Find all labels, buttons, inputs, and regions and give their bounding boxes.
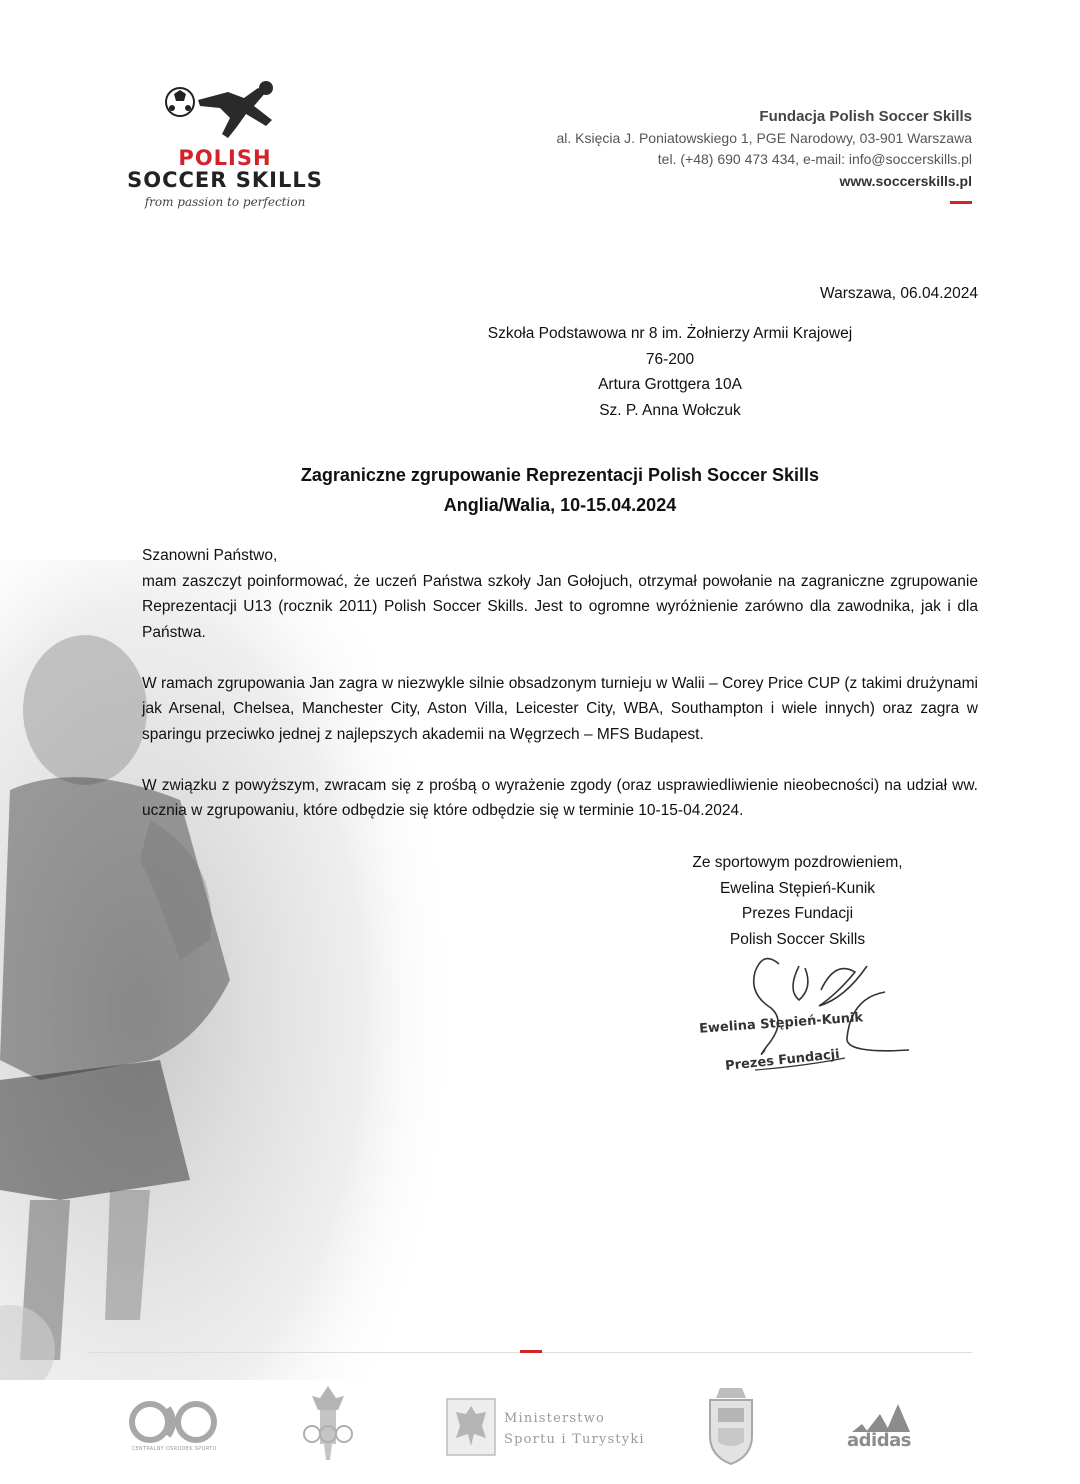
ministry-name-line-1: Ministerstwo [504, 1411, 606, 1426]
signoff-role: Prezes Fundacji [741, 905, 854, 922]
pzpn-crest-icon [706, 1384, 756, 1466]
logo-wordmark-soccer-skills: SOCCER SKILLS [127, 168, 323, 192]
recipient-street: Artura Grottgera 10A [598, 376, 742, 393]
letter-body [142, 543, 978, 824]
ministry-of-sport-logo [446, 1398, 646, 1456]
footer-accent-bar [520, 1350, 542, 1353]
header-accent-bar [950, 201, 972, 204]
recipient-postal-code: 76-200 [645, 350, 695, 368]
adidas-logo [838, 1400, 920, 1452]
ministry-name-line-2: Sportu i Turystyki [504, 1432, 645, 1447]
organization-name: Fundacja Polish Soccer Skills [759, 108, 972, 125]
adidas-wordmark: adidas [847, 1430, 911, 1451]
organization-website: www.soccerskills.pl [839, 172, 972, 189]
recipient-block [440, 321, 900, 423]
letter-date: Warszawa, 06.04.2024 [820, 285, 978, 302]
signoff-greeting: Ze sportowym pozdrowieniem, [692, 854, 903, 871]
signoff-name: Ewelina Stępień-Kunik [719, 879, 876, 897]
recipient-school: Szkoła Podstawowa nr 8 im. Żołnierzy Armii Krajowej [487, 325, 853, 342]
organization-address: al. Księcia J. Poniatowskiego 1, PGE Narodowy, 03-901 Warszawa [556, 129, 972, 146]
letter-title [140, 460, 980, 520]
polish-soccer-skills-logo [100, 80, 360, 220]
signature-stamp [695, 950, 915, 1090]
body-paragraph-2: W ramach zgrupowania Jan zagra w niezwykle silnie obsadzonym turnieju w Walii – Corey Price CUP (z takimi drużynami jak Arsenal, Chelsea, Manchester City, Aston Villa, Leicester City, WBA, Southampton i wiele innych) oraz zagra w sparingu przeciwko jednej z najlepszych akademii na Węgrzech – MFS Budapest. [142, 674, 978, 743]
body-paragraph-1: mam zaszczyt poinformować, że uczeń Państwa szkoły Jan Gołojuch, otrzymał powołanie na zagraniczne zgrupowanie Reprezentacji U13 (rocznik 2011) Polish Soccer Skills. Jest to ogromne wyróżnienie zarówno dla zawodnika, jak i dla Państwa. [142, 572, 978, 641]
signoff-organization: Polish Soccer Skills [729, 930, 866, 948]
cos-logo [128, 1398, 220, 1454]
stamp-role: Prezes Fundacji [724, 1047, 841, 1074]
logo-tagline: from passion to perfection [144, 195, 306, 209]
cos-emblem-icon [128, 1398, 220, 1446]
title-line-1: Zagraniczne zgrupowanie Reprezentacji Polish Soccer Skills [300, 465, 820, 485]
adidas-stripes-icon [838, 1400, 920, 1432]
logo-wordmark-polish: POLISH [178, 146, 272, 170]
cos-label: CENTRALNY OŚRODEK SPORTU [131, 1446, 217, 1452]
stamp-name: Ewelina Stępień-Kunik [698, 1010, 864, 1037]
white-eagle-emblem-icon [446, 1398, 496, 1456]
salutation: Szanowni Państwo, [142, 547, 278, 564]
organization-contact: tel. (+48) 690 473 434, e-mail: info@soccerskills.pl [657, 151, 972, 167]
polish-olympic-committee-icon [298, 1384, 358, 1462]
signoff-block [660, 850, 935, 952]
recipient-person: Sz. P. Anna Wołczuk [599, 401, 741, 419]
body-paragraph-3: W związku z powyższym, zwracam się z prośbą o wyrażenie zgody (oraz usprawiedliwienie nieobecności) na udział ww. ucznia w zgrupowaniu, które odbędzie się które odbędzie się w terminie 10-15-04.2024. [142, 776, 978, 819]
title-line-2: Anglia/Walia, 10-15.04.2024 [443, 495, 677, 515]
soccer-player-kick-icon [162, 80, 292, 142]
letterhead-contact [556, 106, 972, 192]
